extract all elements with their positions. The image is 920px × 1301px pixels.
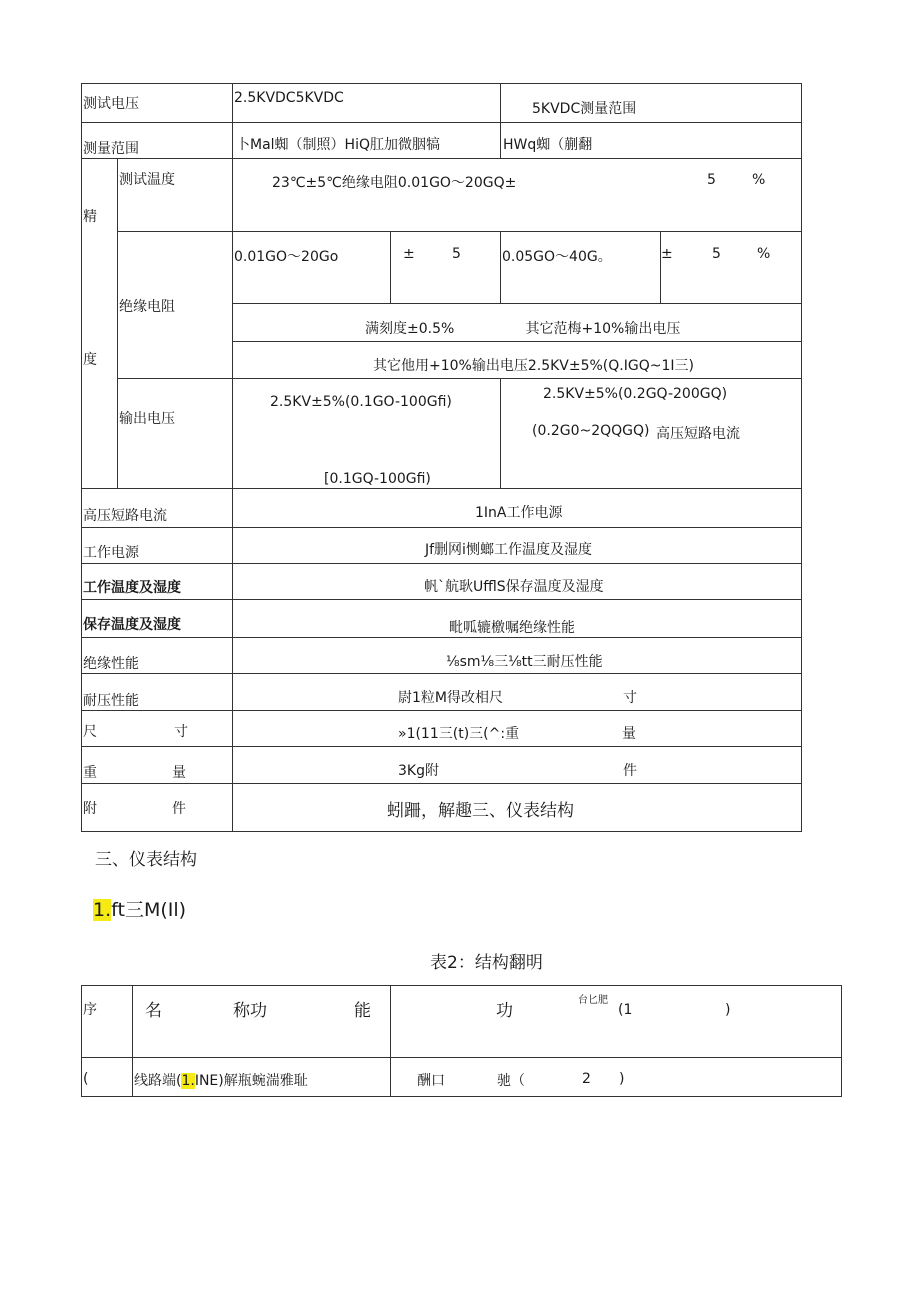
size-label-a: 尺 — [83, 724, 97, 740]
subheading-text: ft三M(Il) — [111, 899, 187, 921]
storage-env-label: 保存温度及湿度 — [83, 617, 181, 633]
storage-env-value: 毗呱辘檄嘱绝缘性能 — [449, 620, 575, 636]
measure-range-label: 测量范围 — [83, 141, 139, 157]
short-current-label: 高压短路电流 — [83, 508, 167, 524]
row1-paren-close: ) — [619, 1071, 625, 1087]
row1-name-highlight: 1. — [181, 1073, 195, 1089]
weight-value-end: 件 — [623, 763, 637, 779]
insulation-row2: 满刻度±0.5% 其它范梅+10%输出电压 — [365, 321, 681, 337]
accuracy-label-top: 精 — [83, 209, 97, 225]
weight-value: 3Kg附 — [398, 763, 439, 779]
insulation-range-2: 0.05GO〜40G。 — [502, 249, 612, 265]
insulation-pm-2: ± — [661, 246, 673, 262]
accuracy-label-bottom: 度 — [83, 352, 97, 368]
output-right-mid-b: 高压短路电流 — [656, 426, 740, 442]
weight-label-b: 量 — [172, 765, 186, 781]
insulation-num-2: 5 — [712, 246, 721, 262]
accessories-value: 蚓跚，解趣三、仪表结构 — [387, 801, 574, 821]
withstand-value: 尉1粒M得改相尺 — [398, 690, 503, 706]
insulation-pct-2: % — [757, 246, 771, 262]
row1-name-suffix: INE)解瓶蜿湍雅耻 — [194, 1073, 308, 1089]
size-value: »1(11三(t)三(^:重 — [398, 726, 520, 742]
power-value: Jf删网i恻螂工作温度及湿度 — [425, 542, 592, 558]
output-voltage-label: 输出电压 — [119, 411, 175, 427]
output-right-mid-a: (0.2G0~2QQGQ) — [532, 423, 650, 439]
measure-range-value-b: HWq蜘（蒯翻 — [503, 137, 593, 153]
header-func-superscript: 台匕肥 — [578, 995, 608, 1006]
short-current-value: 1InA工作电源 — [475, 505, 563, 521]
header-seq: 序 — [83, 1002, 97, 1018]
insulation-pm-1: ± — [403, 246, 415, 262]
withstand-label: 耐压性能 — [83, 693, 139, 709]
row1-number: 2 — [582, 1071, 591, 1087]
header-paren-open: (1 — [618, 1002, 633, 1018]
insulation-row3: 其它他用+10%输出电压2.5KV±5%(Q.IGQ~1I三) — [373, 358, 694, 374]
test-temp-number: 5 — [707, 172, 716, 188]
size-value-end: 量 — [622, 726, 636, 742]
output-left-bottom: [0.1GQ-100Gfi) — [324, 471, 431, 487]
accessories-label-a: 附 — [83, 801, 97, 817]
insulation-num-1: 5 — [452, 246, 461, 262]
insulation-perf-value: ⅛sm⅛三⅛tt三耐压性能 — [446, 654, 603, 670]
test-voltage-value-a: 2.5KVDC5KVDC — [234, 90, 344, 106]
row1-name-prefix: 线路端( — [134, 1073, 182, 1089]
header-name-c: 能 — [354, 1001, 371, 1021]
withstand-value-end: 寸 — [623, 690, 637, 706]
measure-range-value-a: 卜Mal蜘（制照）HiQ肛加微胭犒 — [236, 137, 440, 153]
header-name-a: 名 — [145, 1001, 162, 1021]
power-label: 工作电源 — [83, 545, 139, 561]
table2-caption: 表2：结构翻明 — [430, 953, 543, 973]
test-voltage-value-b: 5KVDC测量范围 — [532, 101, 637, 117]
test-temp-value: 23℃±5℃绝缘电阻0.01GO〜20GQ± — [272, 175, 517, 191]
test-temp-label: 测试温度 — [119, 172, 175, 188]
row1-func-a: 酬口 — [417, 1073, 445, 1089]
accessories-label-b: 件 — [172, 801, 186, 817]
insulation-label: 绝缘电阻 — [119, 299, 175, 315]
subheading-number: 1. — [93, 899, 112, 921]
header-paren-close: ) — [725, 1002, 731, 1018]
insulation-perf-label: 绝缘性能 — [83, 656, 139, 672]
size-label-b: 寸 — [174, 724, 188, 740]
row1-name — [134, 1070, 308, 1090]
insulation-range-1: 0.01GO〜20Go — [234, 249, 339, 265]
row1-seq: ( — [83, 1071, 89, 1087]
output-right-top: 2.5KV±5%(0.2GQ-200GQ) — [543, 386, 728, 402]
subheading — [93, 895, 186, 922]
work-env-value: 帆`航耿UfflS保存温度及湿度 — [424, 579, 604, 595]
test-temp-percent: % — [752, 172, 766, 188]
work-env-label: 工作温度及湿度 — [83, 580, 181, 596]
header-name-b: 称功 — [233, 1001, 267, 1021]
header-func: 功 — [496, 1001, 513, 1021]
section-heading: 三、仪表结构 — [95, 850, 197, 870]
output-left-top: 2.5KV±5%(0.1GO-100Gfi) — [270, 394, 452, 410]
test-voltage-label: 测试电压 — [83, 96, 139, 112]
weight-label-a: 重 — [83, 765, 97, 781]
row1-func-b: 驰（ — [497, 1073, 525, 1089]
